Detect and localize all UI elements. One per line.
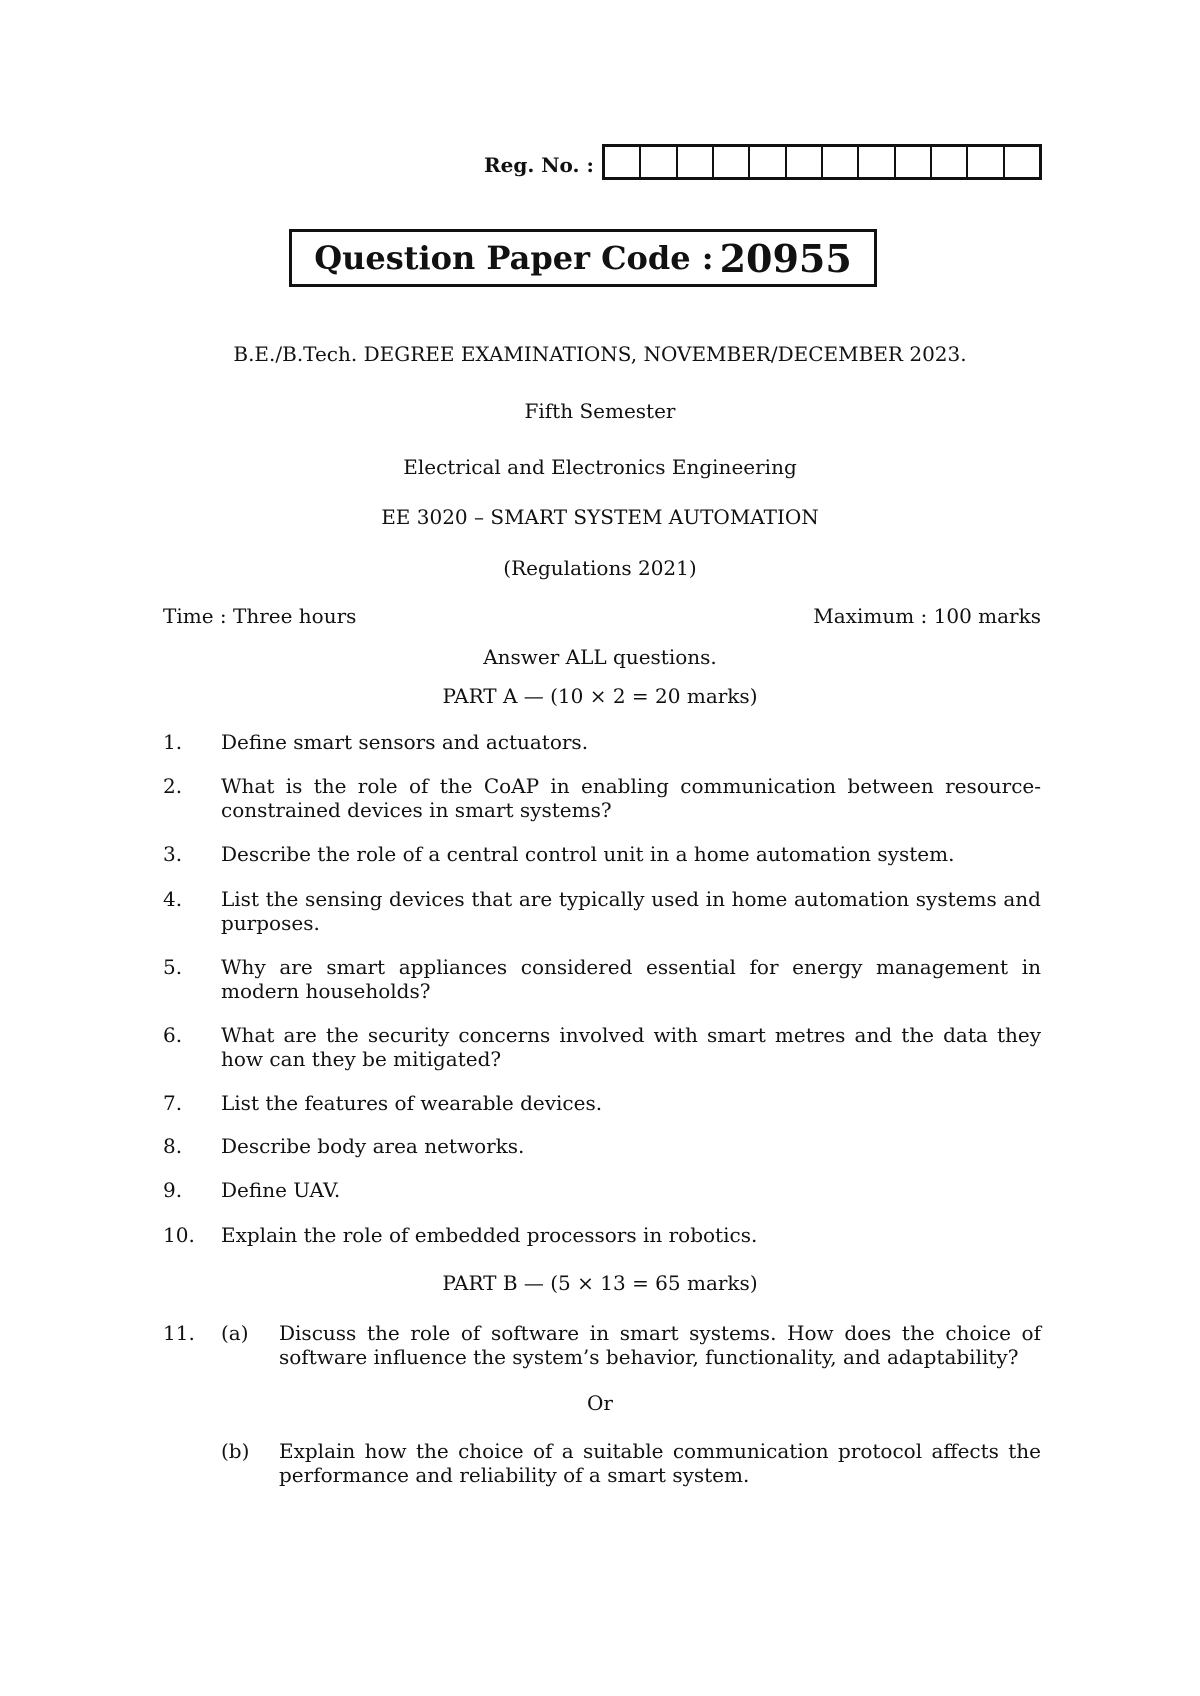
reg-no-digit-box[interactable] bbox=[714, 147, 750, 177]
question-number: 10. bbox=[163, 1223, 195, 1247]
question-number: 8. bbox=[163, 1134, 183, 1158]
part-a-heading: PART A — (10 × 2 = 20 marks) bbox=[442, 684, 758, 708]
or-separator: Or bbox=[587, 1391, 613, 1415]
question-number: 5. bbox=[163, 955, 183, 979]
question-number: 6. bbox=[163, 1023, 183, 1047]
question-text: Define smart sensors and actuators. bbox=[221, 730, 589, 754]
question-text: List the sensing devices that are typically used in home automation systems and purposes. bbox=[221, 887, 1041, 935]
reg-no-digit-box[interactable] bbox=[641, 147, 677, 177]
question-number: 4. bbox=[163, 887, 183, 911]
reg-no-digit-box[interactable] bbox=[968, 147, 1004, 177]
reg-no-digit-box[interactable] bbox=[678, 147, 714, 177]
exam-title: B.E./B.Tech. DEGREE EXAMINATIONS, NOVEMBER/DECEMBER 2023. bbox=[233, 342, 967, 366]
question-number: 2. bbox=[163, 774, 183, 798]
reg-no-digit-box[interactable] bbox=[932, 147, 968, 177]
sub-question-text: Explain how the choice of a suitable communication protocol affects the performance and reliability of a smart system. bbox=[279, 1439, 1041, 1487]
instruction: Answer ALL questions. bbox=[483, 645, 717, 669]
question-text: Why are smart appliances considered essential for energy management in modern households? bbox=[221, 955, 1041, 1003]
branch: Electrical and Electronics Engineering bbox=[403, 455, 797, 479]
semester: Fifth Semester bbox=[524, 399, 676, 423]
question-text: What are the security concerns involved with smart metres and the data they how can they be mitigated? bbox=[221, 1023, 1041, 1071]
sub-question-label: (b) bbox=[221, 1439, 250, 1463]
reg-no-label: Reg. No. : bbox=[484, 153, 594, 177]
reg-no-digit-box[interactable] bbox=[1005, 147, 1039, 177]
question-text: Describe body area networks. bbox=[221, 1134, 525, 1158]
reg-no-digit-box[interactable] bbox=[859, 147, 895, 177]
reg-no-digit-box[interactable] bbox=[896, 147, 932, 177]
question-number: 11. bbox=[163, 1321, 195, 1345]
question-text: What is the role of the CoAP in enabling communication between resource-constrained devices in smart systems? bbox=[221, 774, 1041, 822]
reg-no-digit-box[interactable] bbox=[823, 147, 859, 177]
reg-no-boxes[interactable] bbox=[602, 144, 1042, 180]
reg-no-digit-box[interactable] bbox=[605, 147, 641, 177]
paper-code-number: 20955 bbox=[719, 235, 852, 281]
reg-no-digit-box[interactable] bbox=[750, 147, 786, 177]
question-paper-code-box bbox=[289, 229, 877, 287]
sub-question-text: Discuss the role of software in smart systems. How does the choice of software influence the system’s behavior, functionality, and adaptability? bbox=[279, 1321, 1041, 1369]
question-text: List the features of wearable devices. bbox=[221, 1091, 603, 1115]
max-marks-label: Maximum : 100 marks bbox=[813, 604, 1041, 628]
sub-question-label: (a) bbox=[221, 1321, 249, 1345]
question-number: 3. bbox=[163, 842, 183, 866]
question-text: Define UAV. bbox=[221, 1178, 341, 1202]
question-number: 7. bbox=[163, 1091, 183, 1115]
regulations: (Regulations 2021) bbox=[503, 556, 697, 580]
question-number: 9. bbox=[163, 1178, 183, 1202]
reg-no-digit-box[interactable] bbox=[787, 147, 823, 177]
question-text: Describe the role of a central control unit in a home automation system. bbox=[221, 842, 955, 866]
course-title: EE 3020 – SMART SYSTEM AUTOMATION bbox=[381, 505, 819, 529]
question-number: 1. bbox=[163, 730, 183, 754]
time-label: Time : Three hours bbox=[163, 604, 357, 628]
paper-code-label: Question Paper Code : bbox=[314, 239, 714, 277]
part-b-heading: PART B — (5 × 13 = 65 marks) bbox=[442, 1271, 758, 1295]
question-text: Explain the role of embedded processors in robotics. bbox=[221, 1223, 758, 1247]
